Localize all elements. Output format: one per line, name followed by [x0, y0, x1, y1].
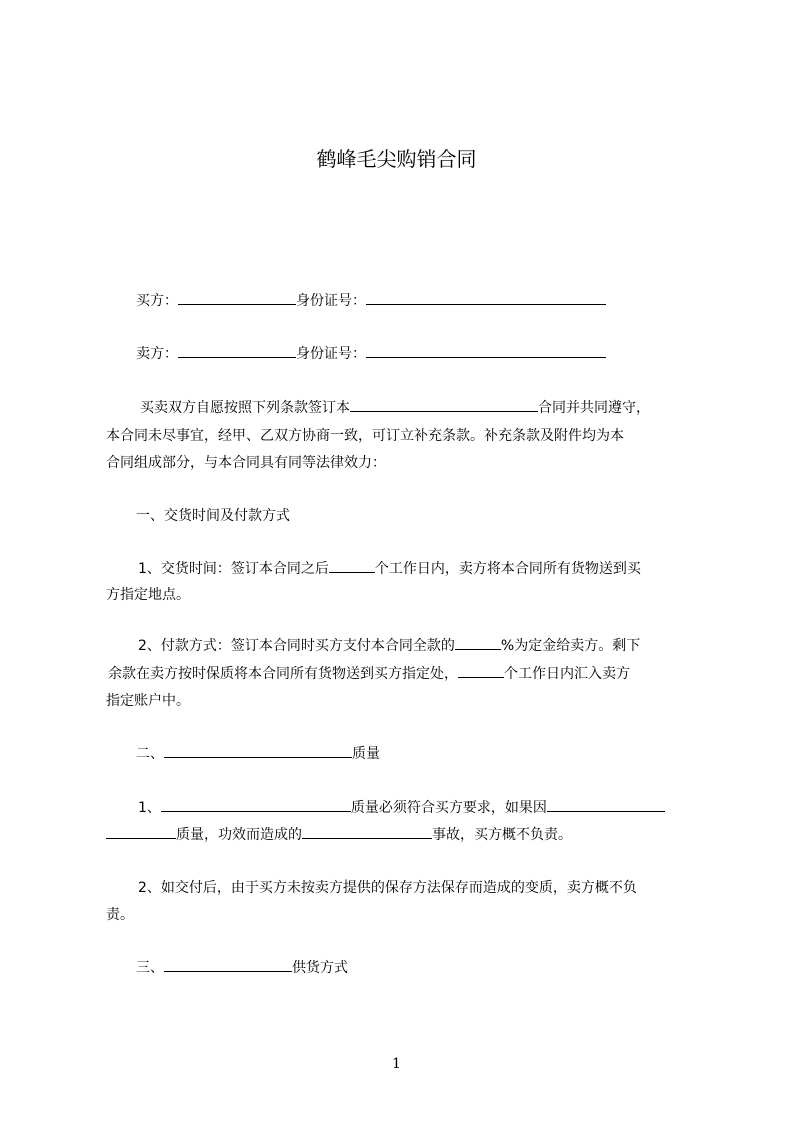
payment-text-a: 2、付款方式：签订本合同时买方支付本合同全款的 [138, 638, 455, 654]
section2-heading [136, 745, 380, 763]
seller-name-blank [178, 345, 296, 358]
section1-item1-line2 [106, 586, 190, 604]
payment-text-b: %为定金给卖方。剩下 [500, 638, 641, 654]
seller-line [136, 345, 606, 363]
seller-label: 卖方： [136, 346, 178, 362]
section3-heading-suffix: 供货方式 [292, 960, 348, 976]
quality-text-b: 质量必须符合买方要求，如果因 [350, 800, 547, 816]
contract-name-blank [350, 399, 538, 412]
section2-item2-line2 [106, 906, 134, 924]
intro-text-2: 本合同未尽事宜，经甲、乙双方协商一致，可订立补充条款。补充条款及附件均为本 [106, 428, 624, 444]
payment-days-blank [458, 665, 504, 678]
storage-text-b: 责。 [106, 907, 134, 923]
quality-text-a: 1、 [138, 800, 161, 816]
section1-item1-line1 [138, 560, 641, 578]
buyer-id-label: 身份证号： [296, 293, 366, 309]
page-number: 1 [392, 1056, 401, 1072]
intro-line-3 [106, 454, 386, 472]
delivery-time-text-b: 个工作日内，卖方将本合同所有货物送到买 [374, 561, 641, 577]
seller-id-blank [366, 345, 606, 358]
quality-cause-blank-1 [547, 799, 665, 812]
delivery-time-text-c: 方指定地点。 [106, 587, 190, 603]
section1-item2-line2 [108, 665, 630, 683]
buyer-label: 买方： [136, 293, 178, 309]
delivery-days-blank [329, 560, 375, 573]
intro-text-1a: 买卖双方自愿按照下列条款签订本 [140, 400, 350, 416]
section2-heading-prefix: 二、 [136, 746, 164, 762]
section2-item1-line1 [138, 799, 665, 817]
section1-item2-line1 [138, 637, 640, 655]
delivery-time-text-a: 1、交货时间：签订本合同之后 [138, 561, 329, 577]
quality-text-c: 质量，功效而造成的 [176, 827, 302, 843]
section1-item2-line3 [106, 692, 190, 710]
section3-heading [136, 959, 348, 977]
payment-text-c: 余款在卖方按时保质将本合同所有货物送到买方指定处， [108, 666, 458, 682]
quality-subject-blank [161, 799, 351, 812]
intro-line-1 [140, 399, 650, 417]
buyer-line [136, 292, 606, 310]
intro-text-3: 合同组成部分，与本合同具有同等法律效力： [106, 455, 386, 471]
intro-text-1b: 合同并共同遵守， [538, 400, 650, 416]
section2-heading-suffix: 质量 [352, 746, 380, 762]
quality-cause-blank-2 [106, 826, 176, 839]
payment-text-d: 个工作日内汇入卖方 [504, 666, 630, 682]
document-title: 鹤峰毛尖购销合同 [316, 147, 477, 171]
buyer-id-blank [366, 292, 606, 305]
storage-text-a: 2、如交付后，由于买方未按卖方提供的保存方法保存而造成的变质，卖方概不负 [138, 880, 637, 896]
section1-heading-text: 一、交货时间及付款方式 [136, 508, 290, 524]
intro-line-2 [106, 427, 624, 445]
section3-heading-prefix: 三、 [136, 960, 164, 976]
payment-text-e: 指定账户中。 [106, 693, 190, 709]
deposit-percent-blank [455, 637, 501, 650]
section1-heading [136, 507, 290, 525]
section2-heading-blank [164, 745, 352, 758]
buyer-name-blank [178, 292, 296, 305]
seller-id-label: 身份证号： [296, 346, 366, 362]
section2-item2-line1 [138, 879, 637, 897]
accident-type-blank [302, 826, 432, 839]
section3-heading-blank [164, 959, 292, 972]
quality-text-d: 事故，买方概不负责。 [432, 827, 572, 843]
section2-item1-line2 [106, 826, 572, 844]
